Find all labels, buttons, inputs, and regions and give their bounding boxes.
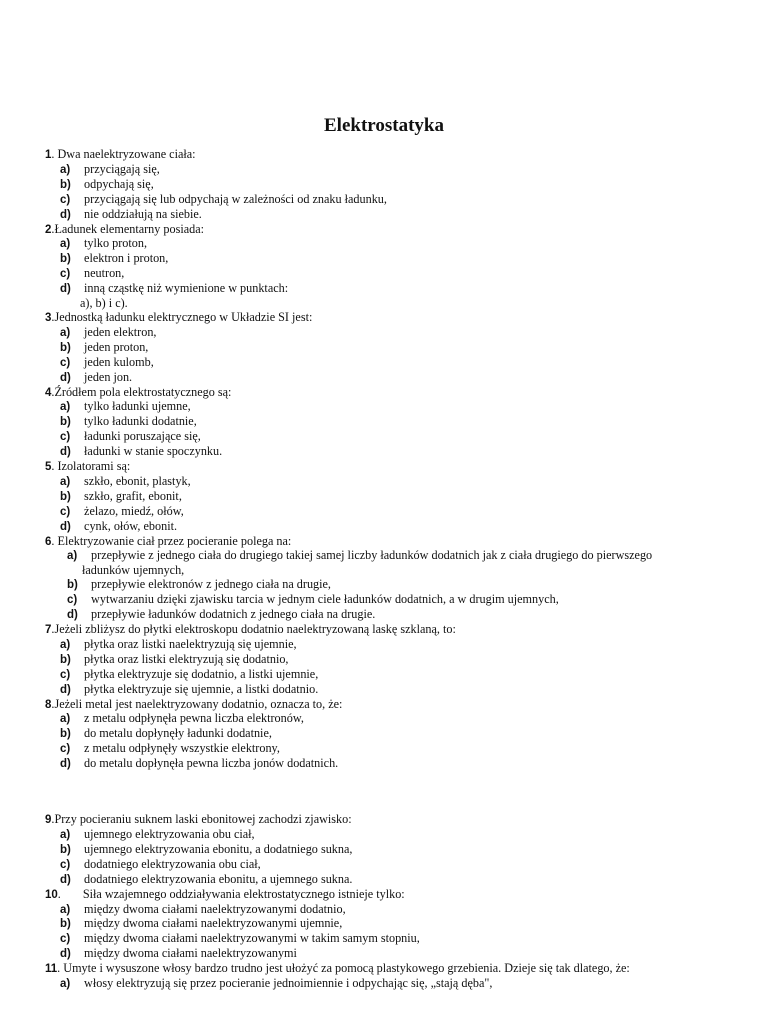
question-number-dot: . (51, 147, 55, 161)
question-text: Jeżeli zbliżysz do płytki elektroskopu dodatnio naelektryzowaną laskę szklaną, to: (54, 622, 456, 636)
option-label: a) (60, 713, 71, 726)
option-text: jeden elektron, (81, 324, 157, 339)
option-text: przepływie elektronów z jednego ciała na drugie, (88, 577, 331, 592)
document-title: Elektrostatyka (324, 115, 444, 136)
question-stem (0, 813, 768, 828)
option-text: przepływie ładunków dodatnich z jednego ciała na drugie. (88, 607, 376, 622)
option-text: płytka elektryzuje się ujemnie, a listki dodatnio. (81, 681, 319, 696)
question-number: 2 (45, 223, 52, 236)
question-text: Umyte i wysuszone włosy bardzo trudno jest ułożyć za pomocą plastykowego grzebienia. Dzieje się tak dlatego, że: (60, 961, 630, 976)
option-label: b) (60, 653, 71, 666)
option-text: z metalu odpłynęły wszystkie elektrony, (81, 741, 280, 756)
option-label: b) (60, 253, 71, 266)
option-text: ładunki w stanie spoczynku. (81, 444, 223, 459)
option-label: c) (60, 668, 71, 681)
option-label: a) (60, 238, 71, 251)
answer-option-d (0, 282, 768, 297)
answer-option-a (0, 400, 768, 415)
option-text: odpychają się, (81, 176, 154, 191)
option-label: a) (60, 163, 71, 176)
question-number: 9 (45, 814, 52, 827)
option-label: c) (60, 505, 71, 518)
answer-option-a (0, 237, 768, 252)
question-text: Elektryzowanie ciał przez pocieranie polega na: (54, 533, 292, 548)
option-label: a) (60, 326, 71, 339)
option-text: przepływie z jednego ciała do drugiego takiej samej liczby ładunków dodatnich jak z ciała drugiego do pierwszego (88, 548, 653, 563)
answer-option-b (0, 415, 768, 430)
option-text: tylko ładunki dodatnie, (81, 414, 197, 429)
option-label: a) (60, 978, 71, 991)
option-label: c) (60, 743, 71, 756)
question-number: 3 (45, 311, 52, 324)
question-text: Siła wzajemnego oddziaływania elektrostatycznego istnieje tylko: (82, 886, 405, 901)
option-text: szkło, ebonit, plastyk, (81, 473, 191, 488)
option-text: ujemnego elektryzowania obu ciał, (81, 826, 255, 841)
option-text: inną cząstkę niż wymienione w punktach: (81, 281, 289, 296)
option-text: płytka oraz listki naelektryzują się ujemnie, (81, 636, 297, 651)
question-8 (0, 698, 768, 773)
question-stem (0, 888, 768, 903)
option-label: b) (60, 728, 71, 741)
option-text: dodatniego elektryzowania obu ciał, (81, 856, 261, 871)
option-label: d) (60, 683, 71, 696)
question-number-dot: . (51, 622, 55, 636)
option-text: tylko proton, (81, 236, 148, 251)
question-6 (0, 535, 768, 623)
question-7 (0, 623, 768, 698)
answer-option-d (0, 208, 768, 223)
option-text: między dwoma ciałami naelektryzowanymi w takim samym stopniu, (81, 931, 420, 946)
option-text: między dwoma ciałami naelektryzowanymi dodatnio, (81, 901, 346, 916)
question-1 (0, 148, 768, 223)
option-text: przyciągają się lub odpychają w zależności od znaku ładunku, (81, 191, 387, 206)
question-number-dot: . (51, 812, 55, 827)
answer-option-a (0, 903, 768, 918)
question-text: Jeżeli metal jest naelektryzowany dodatnio, oznacza to, że: (54, 696, 343, 711)
question-4 (0, 386, 768, 461)
option-label: d) (67, 609, 78, 622)
answer-option-a (0, 163, 768, 178)
option-label: a) (60, 903, 71, 916)
answer-option-b (0, 252, 768, 267)
answer-option-c (0, 505, 768, 520)
question-stem (0, 460, 768, 475)
question-10 (0, 888, 768, 963)
question-stem (0, 535, 768, 550)
answer-option-c (0, 932, 768, 947)
question-stem (0, 962, 768, 977)
question-text: Źródłem pola elektrostatycznego są: (54, 384, 232, 399)
question-number-dot: . (57, 886, 61, 901)
option-label: a) (60, 475, 71, 488)
option-text: do metalu dopłynęła pewna liczba jonów dodatnich. (81, 756, 339, 771)
answer-option-b (0, 917, 768, 932)
question-stem (0, 386, 768, 401)
question-11 (0, 962, 768, 992)
answer-option-c (0, 267, 768, 282)
answer-option-d (0, 947, 768, 962)
answer-option-c (0, 858, 768, 873)
answer-option-b (0, 843, 768, 858)
answer-option-d (0, 445, 768, 460)
question-text: Izolatorami są: (54, 459, 131, 474)
option-label: b) (60, 918, 71, 931)
answer-option-a (0, 977, 768, 992)
question-number-dot: . (51, 533, 55, 548)
option-text: płytka oraz listki elektryzują się dodatnio, (81, 651, 289, 666)
option-label: d) (60, 446, 71, 459)
option-label: c) (60, 933, 71, 946)
option-label: b) (67, 579, 78, 592)
question-number-dot: . (51, 696, 55, 711)
option-continuation: ładunków ujemnych, (82, 563, 185, 578)
answer-option-d (0, 371, 768, 386)
option-label: b) (60, 416, 71, 429)
answer-option-c (0, 593, 768, 608)
question-stem (0, 311, 768, 326)
question-text: Ładunek elementarny posiada: (54, 221, 205, 236)
option-text: między dwoma ciałami naelektryzowanymi ujemnie, (81, 916, 343, 931)
question-text: Przy pocieraniu suknem laski ebonitowej zachodzi zjawisko: (54, 812, 352, 827)
option-text: wytwarzaniu dzięki zjawisku tarcia w jednym ciele ładunków dodatnich, a w drugim ujemnych, (88, 592, 559, 607)
question-number: 8 (45, 698, 52, 711)
question-number: 5 (45, 461, 52, 474)
option-text: do metalu dopłynęły ładunki dodatnie, (81, 726, 272, 741)
question-number-dot: . (51, 221, 55, 236)
question-number: 7 (45, 624, 52, 636)
option-label: c) (67, 594, 78, 607)
answer-option-a (0, 638, 768, 653)
answer-option-b (0, 578, 768, 593)
answer-option-a (0, 828, 768, 843)
question-number: 10 (45, 888, 58, 901)
option-text: przyciągają się, (81, 161, 160, 176)
option-label: c) (60, 431, 71, 444)
question-number-dot: . (51, 309, 55, 324)
option-text: między dwoma ciałami naelektryzowanymi (81, 946, 297, 961)
option-text: z metalu odpłynęła pewna liczba elektronów, (81, 711, 304, 726)
option-text: ujemnego elektryzowania ebonitu, a dodatniego sukna, (81, 841, 353, 856)
question-text: Jednostką ładunku elektrycznego w Układzie SI jest: (54, 309, 313, 324)
answer-option-b (0, 341, 768, 356)
option-text: neutron, (81, 266, 125, 281)
question-number: 11 (45, 963, 58, 976)
option-label: a) (60, 828, 71, 841)
question-3 (0, 311, 768, 386)
option-continuation: a), b) i c). (80, 296, 128, 311)
answer-option-b (0, 178, 768, 193)
answer-option-c (0, 356, 768, 371)
question-number: 1 (45, 149, 52, 161)
option-text: żelazo, miedź, ołów, (81, 503, 184, 518)
question-number-dot: . (51, 384, 55, 399)
question-number-dot: . (51, 459, 55, 474)
answer-option-b (0, 727, 768, 742)
option-label: d) (60, 371, 71, 384)
option-text: elektron i proton, (81, 251, 169, 266)
option-text: ładunki poruszające się, (81, 429, 201, 444)
option-text: nie oddziałują na siebie. (81, 206, 202, 221)
answer-option-d (0, 608, 768, 623)
option-label: d) (60, 283, 71, 296)
answer-option-b (0, 653, 768, 668)
option-label: b) (60, 490, 71, 503)
option-label: a) (60, 638, 71, 651)
question-stem (0, 223, 768, 238)
question-text: Dwa naelektryzowane ciała: (54, 147, 196, 161)
answer-option-c (0, 193, 768, 208)
option-text: jeden jon. (81, 369, 133, 384)
question-list (0, 148, 768, 992)
answer-option-a (0, 712, 768, 727)
answer-option-d (0, 757, 768, 772)
question-stem (0, 148, 768, 163)
option-label: d) (60, 520, 71, 533)
page-gap (0, 772, 768, 813)
question-2 (0, 223, 768, 311)
option-text: cynk, ołów, ebonit. (81, 518, 178, 533)
answer-option-c (0, 742, 768, 757)
question-5 (0, 460, 768, 535)
option-label: c) (60, 858, 71, 871)
question-9 (0, 813, 768, 888)
option-label: c) (60, 356, 71, 369)
option-text: płytka elektryzuje się dodatnio, a listki ujemnie, (81, 666, 319, 681)
question-number: 6 (45, 535, 52, 548)
option-text: jeden kulomb, (81, 354, 154, 369)
option-label: d) (60, 948, 71, 961)
answer-option-b (0, 490, 768, 505)
question-stem (0, 623, 768, 638)
option-label: d) (60, 208, 71, 221)
answer-option-d (0, 520, 768, 535)
option-label: a) (60, 401, 71, 414)
option-text: tylko ładunki ujemne, (81, 399, 191, 414)
option-label: b) (60, 843, 71, 856)
answer-option-a (0, 475, 768, 490)
answer-option-d (0, 683, 768, 698)
option-label: b) (60, 341, 71, 354)
option-label: c) (60, 268, 71, 281)
answer-option-a (0, 326, 768, 341)
answer-option-c (0, 430, 768, 445)
option-text: dodatniego elektryzowania ebonitu, a ujemnego sukna. (81, 871, 353, 886)
option-label: a) (67, 550, 78, 563)
answer-option-d (0, 873, 768, 888)
option-label: b) (60, 178, 71, 191)
question-number-dot: . (57, 961, 61, 976)
option-text: szkło, grafit, ebonit, (81, 488, 182, 503)
option-label: d) (60, 873, 71, 886)
question-number: 4 (45, 386, 52, 399)
option-label: c) (60, 193, 71, 206)
option-text: włosy elektryzują się przez pocieranie jednoimiennie i odpychając się, „stają dęba", (81, 976, 493, 991)
question-stem (0, 698, 768, 713)
answer-option-c (0, 668, 768, 683)
answer-option-a (0, 549, 768, 564)
option-label: d) (60, 758, 71, 771)
option-text: jeden proton, (81, 339, 149, 354)
